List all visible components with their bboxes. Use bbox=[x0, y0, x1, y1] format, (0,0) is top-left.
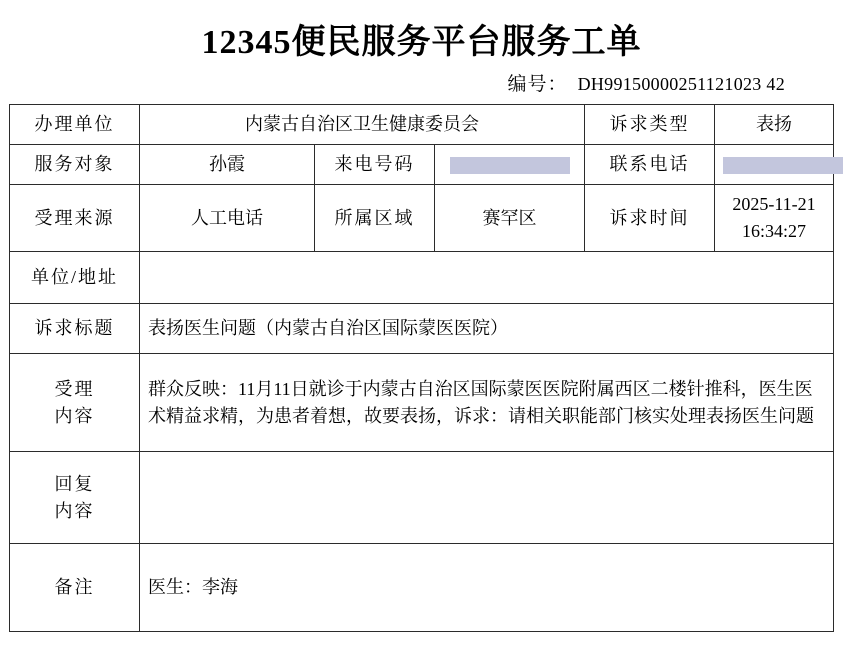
value-handling-unit: 内蒙古自治区卫生健康委员会 bbox=[139, 105, 584, 145]
table-row bbox=[9, 452, 833, 544]
label-region: 所属区域 bbox=[314, 185, 434, 252]
table-row bbox=[9, 354, 833, 452]
redacted-caller-number bbox=[450, 157, 570, 174]
value-reply-content bbox=[139, 452, 833, 544]
table-row bbox=[9, 105, 833, 145]
label-accept-content-line1: 受理 bbox=[54, 378, 95, 399]
label-reply-content-line2: 内容 bbox=[54, 500, 95, 521]
service-ticket-table bbox=[9, 104, 834, 632]
label-accept-source: 受理来源 bbox=[9, 185, 139, 252]
page-title: 12345便民服务平台服务工单 bbox=[201, 24, 642, 61]
value-appeal-title: 表扬医生问题（内蒙古自治区国际蒙医医院） bbox=[139, 304, 833, 354]
document-page bbox=[0, 14, 843, 664]
value-unit-address bbox=[139, 252, 833, 304]
table-row bbox=[9, 185, 833, 252]
table-row bbox=[9, 304, 833, 354]
value-appeal-time bbox=[715, 185, 834, 252]
ticket-code-value: DH99150000251121023 42 bbox=[577, 74, 785, 94]
label-accept-content bbox=[9, 354, 139, 452]
label-reply-content bbox=[9, 452, 139, 544]
value-region: 赛罕区 bbox=[434, 185, 584, 252]
ticket-code-label: 编号： bbox=[507, 74, 568, 95]
label-unit-address: 单位/地址 bbox=[9, 252, 139, 304]
label-handling-unit: 办理单位 bbox=[9, 105, 139, 145]
label-remark: 备注 bbox=[9, 544, 139, 632]
label-contact-phone: 联系电话 bbox=[585, 145, 715, 185]
table-row bbox=[9, 544, 833, 632]
value-service-target: 孙霞 bbox=[139, 145, 314, 185]
appeal-time-clock: 16:34:27 bbox=[742, 221, 807, 241]
label-appeal-type: 诉求类型 bbox=[585, 105, 715, 145]
label-reply-content-line1: 回复 bbox=[54, 473, 95, 494]
label-accept-content-line2: 内容 bbox=[54, 405, 95, 426]
table-row bbox=[9, 252, 833, 304]
value-appeal-type: 表扬 bbox=[715, 105, 834, 145]
ticket-code-row bbox=[0, 69, 843, 96]
value-caller-number bbox=[434, 145, 584, 185]
appeal-time-date: 2025-11-21 bbox=[732, 194, 816, 214]
label-appeal-title: 诉求标题 bbox=[9, 304, 139, 354]
value-contact-phone bbox=[715, 145, 834, 185]
label-service-target: 服务对象 bbox=[9, 145, 139, 185]
label-caller-number: 来电号码 bbox=[314, 145, 434, 185]
value-accept-content: 群众反映：11月11日就诊于内蒙古自治区国际蒙医医院附属西区二楼针推科，医生医术精益求精，为患者着想，故要表扬，诉求：请相关职能部门核实处理表扬医生问题 bbox=[139, 354, 833, 452]
table-row bbox=[9, 145, 833, 185]
value-accept-source: 人工电话 bbox=[139, 185, 314, 252]
redacted-contact-phone bbox=[723, 157, 843, 174]
value-remark: 医生：李海 bbox=[139, 544, 833, 632]
label-appeal-time: 诉求时间 bbox=[585, 185, 715, 252]
